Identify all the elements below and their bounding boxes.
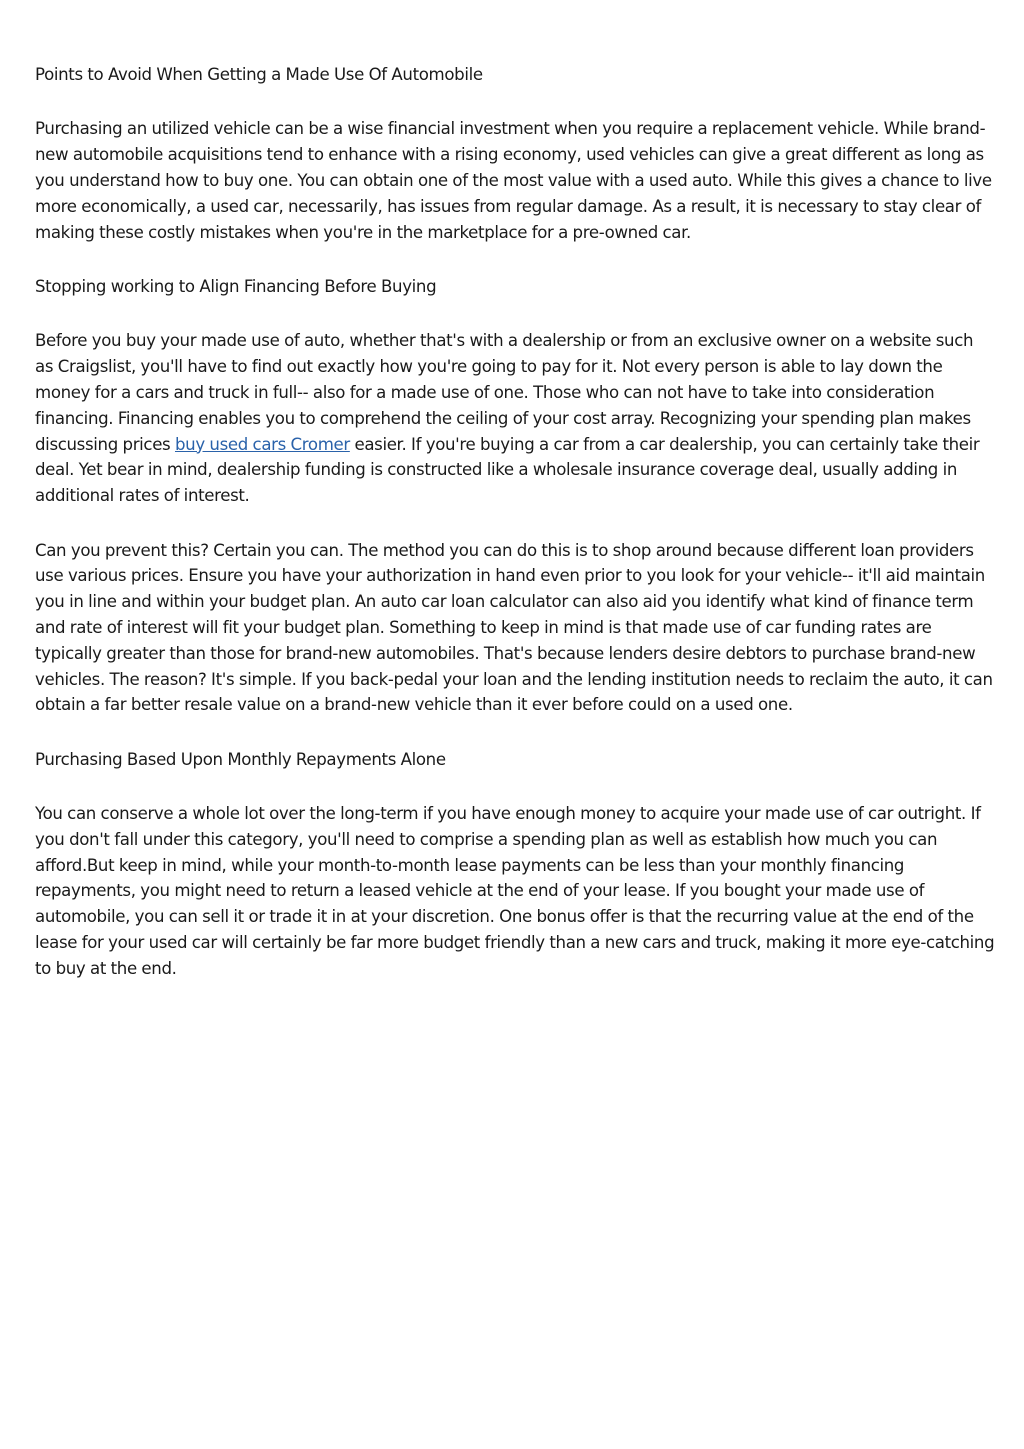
section-heading-financing: Stopping working to Align Financing Before Buying [35, 276, 437, 296]
intro-paragraph: Purchasing an utilized vehicle can be a wise financial investment when you require a replacement vehicle. While brand-new automobile acquisitions tend to enhance with a rising economy, used vehicles can give a great different as long as you understand how to buy one. You can obtain one of the most value with a used auto. While this gives a chance to live more economically, a used car, necessarily, has issues from regular damage. As a result, it is necessary to stay clear of making these costly mistakes when you're in the marketplace for a pre-owned car. [35, 119, 992, 242]
buy-used-cars-link[interactable]: buy used cars Cromer [174, 434, 350, 454]
section-heading-monthly: Purchasing Based Upon Monthly Repayments Alone [35, 749, 446, 769]
paragraph-text: Before you buy your made use of auto, whether that's with a dealership or from an exclusive owner on a website such as Craigslist, you'll have to find out exactly how you're going to pay for it. Not every person is able to lay down the money for a cars and truck in full-- also for a made use of one. Those who can not have to take into consideration financing. Financing enables you to comprehend the ceiling of your cost array. Recognizing your spending plan makes discussing prices [35, 331, 974, 454]
paragraph-text: easier. If you're buying a car from a car dealership, you can certainly take their deal. Yet bear in mind, dealership funding is constructed like a wholesale insurance coverage deal, usually adding in additional rates of interest. [35, 434, 980, 506]
financing-paragraph [35, 328, 995, 509]
monthly-paragraph: You can conserve a whole lot over the long-term if you have enough money to acquire your made use of car outright. If you don't fall under this category, you'll need to comprise a spending plan as well as establish how much you can afford.But keep in mind, while your month-to-month lease payments can be less than your monthly financing repayments, you might need to return a leased vehicle at the end of your lease. If you bought your made use of automobile, you can sell it or trade it in at your discretion. One bonus offer is that the recurring value at the end of the lease for your used car will certainly be far more budget friendly than a new cars and truck, making it more eye-catching to buy at the end. [35, 804, 995, 978]
document-page [35, 62, 995, 1010]
prevention-paragraph: Can you prevent this? Certain you can. The method you can do this is to shop around because different loan providers use various prices. Ensure you have your authorization in hand even prior to you look for your vehicle-- it'll aid maintain you in line and within your budget plan. An auto car loan calculator can also aid you identify what kind of finance term and rate of interest will fit your budget plan. Something to keep in mind is that made use of car funding rates are typically greater than those for brand-new automobiles. That's because lenders desire debtors to purchase brand-new vehicles. The reason? It's simple. If you back-pedal your loan and the lending institution needs to reclaim the auto, it can obtain a far better resale value on a brand-new vehicle than it ever before could on a used one. [35, 540, 993, 715]
document-title: Points to Avoid When Getting a Made Use Of Automobile [35, 65, 483, 84]
